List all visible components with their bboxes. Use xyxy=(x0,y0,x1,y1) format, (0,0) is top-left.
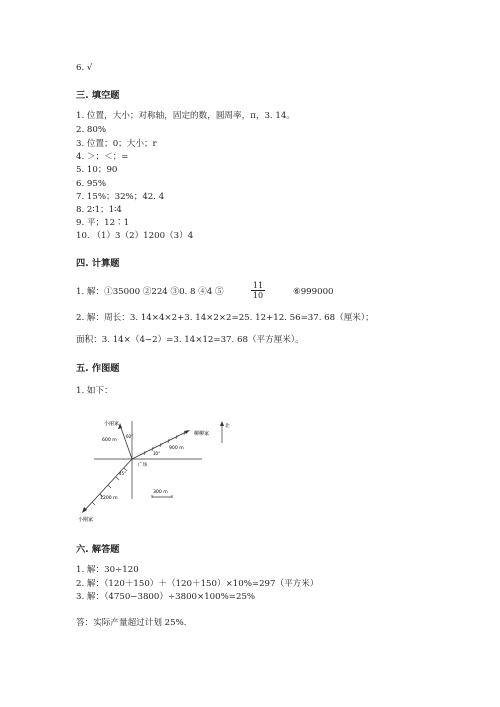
label-600m: 600 m xyxy=(102,438,117,443)
fill-blank-answer-6: 6. 95% xyxy=(76,179,107,189)
label-liuliu-home: 柳柳家 xyxy=(194,431,210,437)
fraction-denominator: 10 xyxy=(252,291,264,300)
label-square: 广场 xyxy=(138,463,148,468)
word-problem-final-answer: 答：实际产量超过计划 25%. xyxy=(76,618,187,628)
word-problem-answer-3: 3. 解：（4750−3800）÷3800×100%=25% xyxy=(76,592,256,602)
fill-blank-answer-1: 1. 位置，大小；对称轴，固定的数，圆周率，π，3. 14。 xyxy=(76,111,295,121)
word-problem-answer-2: 2. 解：（120＋150）＋（120＋150）×10%=297（平方米） xyxy=(76,579,319,589)
label-scale: 300 m xyxy=(153,490,168,495)
fill-blank-answer-2: 2. 80% xyxy=(76,125,107,135)
calc-answer-1-fraction xyxy=(251,281,265,300)
fill-blank-answer-9: 9. 平；12∶1 xyxy=(76,218,130,228)
path-to-xiaoli xyxy=(120,425,132,459)
calc-answer-1-suffix: ⑥999000 xyxy=(293,287,334,297)
label-900m: 900 m xyxy=(169,446,184,451)
fill-blank-answer-3: 3. 位置；0；大小；r xyxy=(76,139,157,149)
arrow-xiaogang xyxy=(82,507,87,513)
north-arrow-head xyxy=(220,421,224,426)
answer-item-6: 6. √ xyxy=(76,63,93,73)
section-heading-fill-blanks: 三. 填空题 xyxy=(76,90,120,101)
label-north: 北 xyxy=(225,424,230,429)
section-heading-calculation: 四. 计算题 xyxy=(76,258,120,269)
calc-answer-2: 2. 解：周长：3. 14×4×2+3. 14×2×2=25. 12+12. 56=37. 68（厘米）； xyxy=(76,313,374,323)
drawing-answer-1: 1. 如下： xyxy=(76,386,113,396)
section-heading-word-problems: 六. 解答题 xyxy=(76,544,120,555)
label-xiaogang-home: 小刚家 xyxy=(78,517,94,523)
label-xiaoli-home: 小丽家 xyxy=(104,421,120,427)
direction-map-figure xyxy=(74,413,244,523)
fill-blank-answer-8: 8. 2∶1；1∶4 xyxy=(76,205,122,215)
fill-blank-answer-5: 5. 10；90 xyxy=(76,165,118,175)
fill-blank-answer-10: 10. （1）3（2）1200（3）4 xyxy=(76,231,194,241)
fill-blank-answer-4: 4. ＞；＜；= xyxy=(76,152,129,162)
calc-answer-3: 面积：3. 14×（4−2）=3. 14×12=37. 68（平方厘米）。 xyxy=(76,335,304,345)
fill-blank-answer-7: 7. 15%；32%；42. 4 xyxy=(76,192,165,202)
label-30-degree: 30° xyxy=(153,451,161,456)
label-60-degree: 60° xyxy=(126,434,134,439)
calc-answer-1-prefix: 1. 解：①35000 ②224 ③0. 8 ④4 ⑤ xyxy=(76,287,224,297)
label-45-degree: 45° xyxy=(119,471,127,476)
label-1200m: 1200 m xyxy=(100,496,118,501)
fraction-numerator: 11 xyxy=(252,281,264,290)
word-problem-answer-1: 1. 解：30÷120 xyxy=(76,565,139,575)
section-heading-drawing: 五. 作图题 xyxy=(76,363,120,374)
